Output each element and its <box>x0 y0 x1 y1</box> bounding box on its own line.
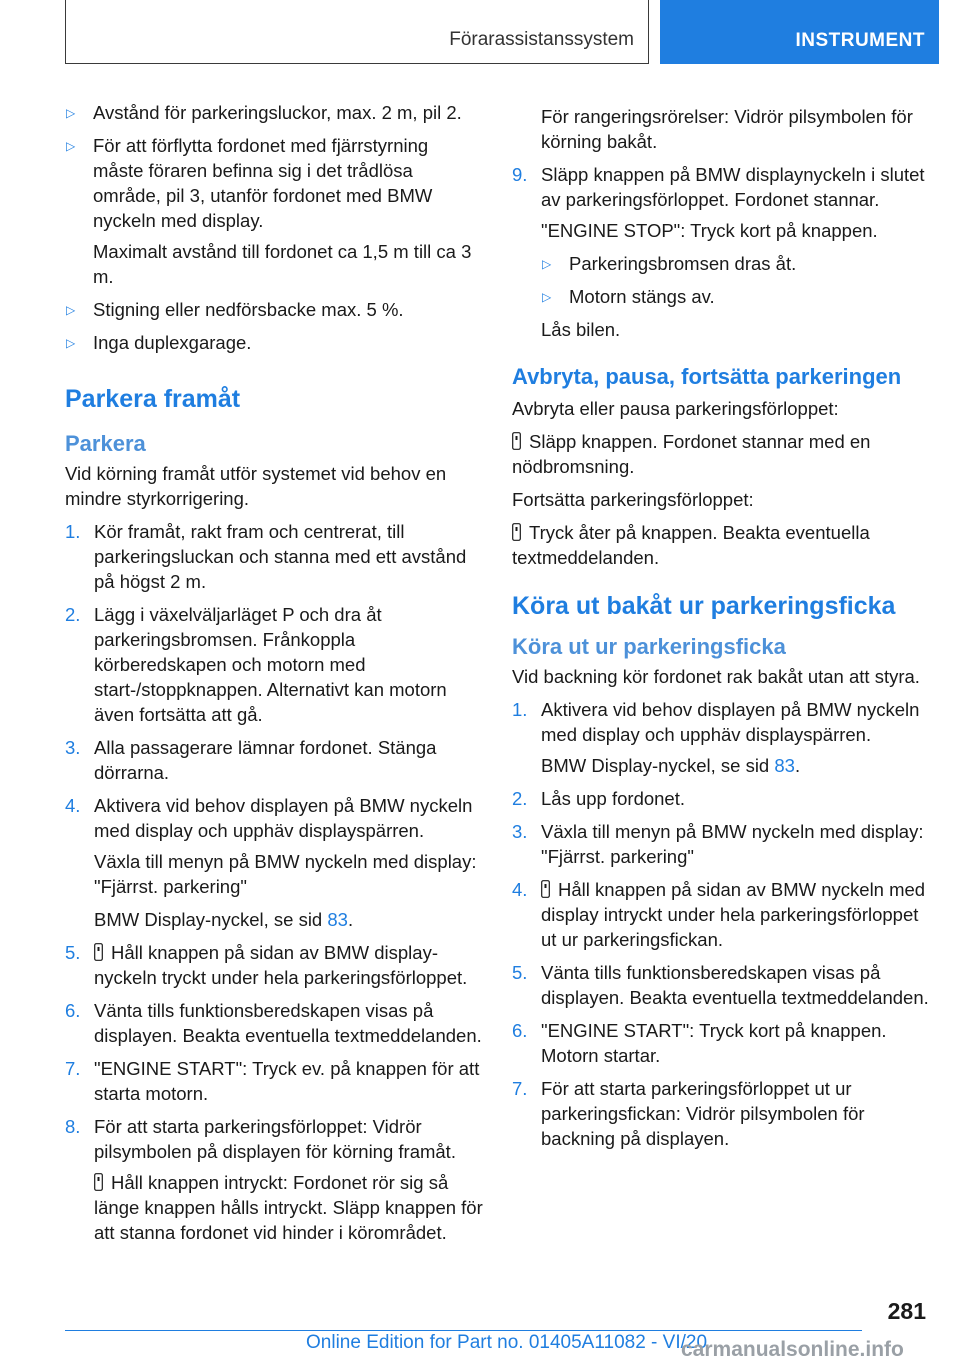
footer-divider <box>65 1330 862 1331</box>
step-note: Lås bilen. <box>541 319 621 340</box>
step-item: 5. Vänta tills funktionsberedskapen visas på displayen. Beakta eventuella textmeddelanden. <box>512 962 929 1008</box>
step-item: 3. Alla passagerare lämnar fordonet. Stänga dörrarna. <box>65 737 437 783</box>
step-item: 4. Håll knappen på sidan av BMW nyckeln med display intryckt under hela parkeringsförloppet ut ur parkeringsfickan. <box>512 879 926 950</box>
right-column <box>512 104 930 1159</box>
step-item: 1. Kör framåt, rakt fram och centrerat, till parkeringsluckan och stanna med ett avstånd på högst 2 m. <box>65 521 467 592</box>
list-item-note: Maximalt avstånd till fordonet ca 1,5 m till ca 3 m. <box>93 241 472 287</box>
subsection-heading-kora-ut: Köra ut ur parkeringsficka <box>512 634 786 659</box>
list-item: ▷ Motorn stängs av. <box>541 284 930 309</box>
triangle-right-icon: ▷ <box>66 106 76 120</box>
list-item: ▷ Inga duplexgarage. <box>65 330 483 355</box>
triangle-right-icon: ▷ <box>66 303 76 317</box>
page-link-83[interactable]: 83 <box>774 755 795 776</box>
intro-text: Vid körning framåt utför systemet vid behov en mindre styrkorrigering. <box>65 463 447 509</box>
key-button-icon <box>94 943 103 961</box>
step-continuation: För rangeringsrörelser: Vidrör pilsymbolen för körning bakåt. <box>541 106 913 152</box>
left-column <box>65 100 483 1253</box>
step-item: 8. För att starta parkeringsförloppet: Vidrör pilsymbolen på displayen för körning framåt. Håll knappen intryckt: Fordonet rör sig så länge knappen hålls intryckt. Släpp knappen för att stanna fordonet vid hinder i körområdet. <box>65 1116 483 1243</box>
list-item: ▷ Stigning eller nedförsbacke max. 5 %. <box>65 297 483 322</box>
step-item: 1. Aktivera vid behov displayen på BMW nyckeln med display och upphäv displayspärren. BMW Display-nyckel, se sid 83. <box>512 697 930 778</box>
subsection-heading-parkera: Parkera <box>65 431 146 456</box>
triangle-right-icon: ▷ <box>66 336 76 350</box>
pause-text: Släpp knappen. Fordonet stannar med en nödbromsning. <box>512 431 871 477</box>
step-note-reference: BMW Display-nyckel, se sid 83. <box>94 909 354 930</box>
header-tab-label: INSTRUMENT <box>795 30 925 51</box>
header-section-box <box>65 0 649 64</box>
pause-intro: Avbryta eller pausa parkeringsförloppet: <box>512 398 839 419</box>
footer-edition: Online Edition for Part no. 01405A11082 - VI/20 <box>306 1332 708 1353</box>
list-item: ▷ Avstånd för parkeringsluckor, max. 2 m, pil 2. <box>65 100 483 125</box>
step-item: 6. Vänta tills funktionsberedskapen visas på displayen. Beakta eventuella textmeddelanden. <box>65 1000 482 1046</box>
key-button-icon <box>512 432 521 450</box>
step-note: Växla till menyn på BMW nyckeln med display: "Fjärrst. parkering" <box>94 851 477 897</box>
key-button-icon <box>541 880 550 898</box>
key-button-icon <box>512 523 521 541</box>
section-heading-kora-ut: Köra ut bakåt ur parkeringsficka <box>512 592 896 620</box>
triangle-right-icon: ▷ <box>542 290 552 304</box>
resume-intro: Fortsätta parkeringsförloppet: <box>512 489 754 510</box>
nested-list <box>541 251 930 309</box>
step-note: Håll knappen intryckt: Fordonet rör sig så länge knappen hålls intryckt. Släpp knappen för att stanna fordonet vid hinder i körområdet. <box>94 1172 483 1243</box>
triangle-right-icon: ▷ <box>66 139 76 153</box>
header-section-title: Förarassistanssystem <box>449 29 634 50</box>
resume-text: Tryck åter på knappen. Beakta eventuella textmeddelanden. <box>512 522 870 568</box>
step-item: 5. Håll knappen på sidan av BMW display-nyckeln tryckt under hela parkeringsförloppet. <box>65 942 468 988</box>
step-note-reference: BMW Display-nyckel, se sid 83. <box>541 755 801 776</box>
step-item: 3. Växla till menyn på BMW nyckeln med display: "Fjärrst. parkering" <box>512 821 924 867</box>
step-item: 6. "ENGINE START": Tryck kort på knappen. Motorn startar. <box>512 1020 887 1066</box>
page-number: 281 <box>887 1298 926 1324</box>
list-item: ▷ Parkeringsbromsen dras åt. <box>541 251 930 276</box>
step-item: 2. Lås upp fordonet. <box>512 788 685 809</box>
section-heading-parkera-framat: Parkera framåt <box>65 385 241 413</box>
page-link-83[interactable]: 83 <box>327 909 348 930</box>
triangle-right-icon: ▷ <box>542 257 552 271</box>
list-item: ▷ För att förflytta fordonet med fjärrstyrning måste föraren befinna sig i det trådlösa område, pil 3, utanför fordonet med BMW nyckeln med display. Maximalt avstånd till fordonet ca 1,5 m till ca 3 m. <box>65 133 483 289</box>
step-item: 9. Släpp knappen på BMW displaynyckeln i slutet av parkeringsförloppet. Fordonet stannar. "ENGINE STOP": Tryck kort på knappen. ▷ Parkeringsbromsen dras åt. ▷ Motorn stängs av. Lås bilen. <box>512 162 930 342</box>
footer-watermark: carmanualsonline.info <box>681 1338 904 1361</box>
step-item: 7. "ENGINE START": Tryck ev. på knappen för att starta motorn. <box>65 1058 480 1104</box>
intro-text: Vid backning kör fordonet rak bakåt utan att styra. <box>512 666 920 687</box>
header-tab-instrument[interactable] <box>660 0 939 64</box>
step-item: 2. Lägg i växelväljarläget P och dra åt parkeringsbromsen. Frånkoppla körberedskapen och motorn med start-/stoppknappen. Alternativt kan motorn även fortsätta att gå. <box>65 604 447 725</box>
step-item: 7. För att starta parkeringsförloppet ut ur parkeringsfickan: Vidrör pilsymbolen för backning på displayen. <box>512 1078 865 1149</box>
step-note: "ENGINE STOP": Tryck kort på knappen. <box>541 220 878 241</box>
step-item: 4. Aktivera vid behov displayen på BMW nyckeln med display och upphäv displayspärren. Växla till menyn på BMW nyckeln med display: "Fjärrst. parkering" BMW Display-nyckel, se sid 83. <box>65 793 483 932</box>
section-heading-avbryta: Avbryta, pausa, fortsätta parkeringen <box>512 364 902 389</box>
key-button-icon <box>94 1173 103 1191</box>
